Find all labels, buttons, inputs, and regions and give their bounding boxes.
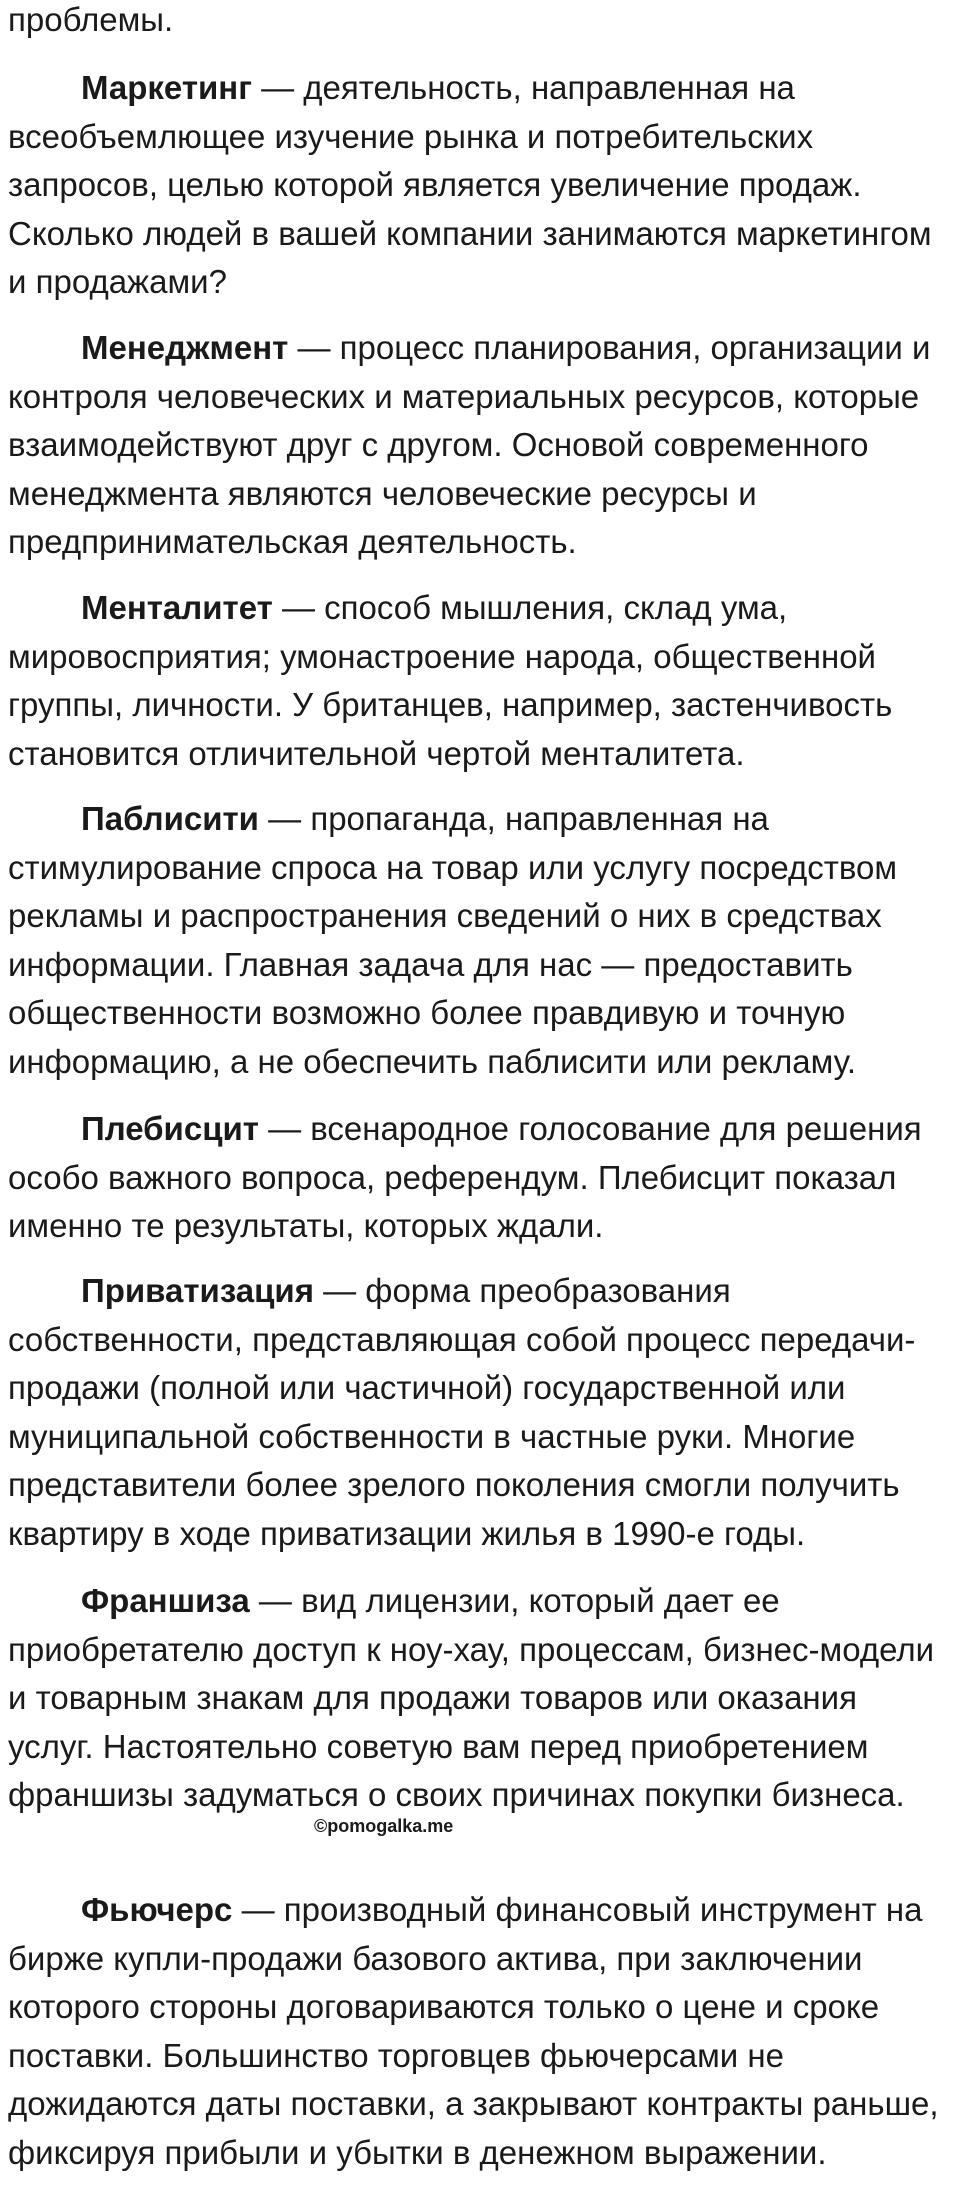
entry-mentality — [8, 584, 948, 778]
entry-management — [8, 324, 948, 567]
entry-definition: — всенародное голосование для решения особо важного вопроса, референдум. Плебисцит показал именно те результаты, которых ждали. — [8, 1110, 922, 1244]
entry-term: Маркетинг — [81, 69, 252, 106]
entry-term: Паблисити — [81, 800, 259, 837]
entry-franchise — [8, 1577, 948, 1820]
entry-term: Менеджмент — [81, 329, 289, 366]
entry-term: Плебисцит — [81, 1110, 259, 1147]
entry-privatization — [8, 1267, 948, 1558]
entry-definition: — вид лицензии, который дает ее приобретателю доступ к ноу-хау, процессам, бизнес-модели и товарным знакам для продажи товаров или оказания услуг. Настоятельно советую вам перед приобретением франшизы задуматься о своих причинах покупки бизнеса. — [8, 1582, 935, 1813]
continuation-text: проблемы. — [8, 1, 174, 38]
entry-publicity — [8, 795, 948, 1086]
entry-term: Приватизация — [81, 1272, 314, 1309]
entry-definition: — форма преобразования собственности, представляющая собой процесс передачи-продажи (полной или частичной) государственной или муниципальной собственности в частные руки. Многие представители более зрелого поколения смогли получить квартиру в ходе приватизации жилья в 1990-е годы. — [8, 1272, 916, 1552]
entry-definition: — производный финансовый инструмент на бирже купли-продажи базового актива, при заключении которого стороны договариваются только о цене и сроке поставки. Большинство торговцев фьючерсами не дожидаются даты поставки, а закрывают контракты раньше, фиксируя прибыли и убытки в денежном выражении. — [8, 1891, 939, 2171]
entry-term: Менталитет — [81, 589, 273, 626]
entry-plebiscite — [8, 1105, 948, 1251]
entry-definition: — деятельность, направленная на всеобъемлющее изучение рынка и потребительских запросов, целью которой является увеличение продаж. Сколько людей в вашей компании занимаются маркетингом и продажами? — [8, 69, 932, 300]
entry-term: Фьючерс — [81, 1891, 233, 1928]
entry-futures — [8, 1886, 948, 2177]
entry-definition: — пропаганда, направленная на стимулирование спроса на товар или услугу посредством рекламы и распространения сведений о них в средствах информации. Главная задача для нас — предоставить общественности возможно более правдивую и точную информацию, а не обеспечить паблисити или рекламу. — [8, 800, 898, 1080]
entry-term: Франшиза — [81, 1582, 250, 1619]
entry-definition: — процесс планирования, организации и контроля человеческих и материальных ресурсов, которые взаимодействуют друг с другом. Основой современного менеджмента являются человеческие ресурсы и предпринимательская деятельность. — [8, 329, 931, 560]
watermark-text: ©pomogalka.me — [314, 1816, 454, 1836]
entry-marketing — [8, 64, 948, 307]
entry-definition: — способ мышления, склад ума, мировосприятия; умонастроение народа, общественной группы, личности. У британцев, например, застенчивость становится отличительной чертой менталитета. — [8, 589, 893, 772]
